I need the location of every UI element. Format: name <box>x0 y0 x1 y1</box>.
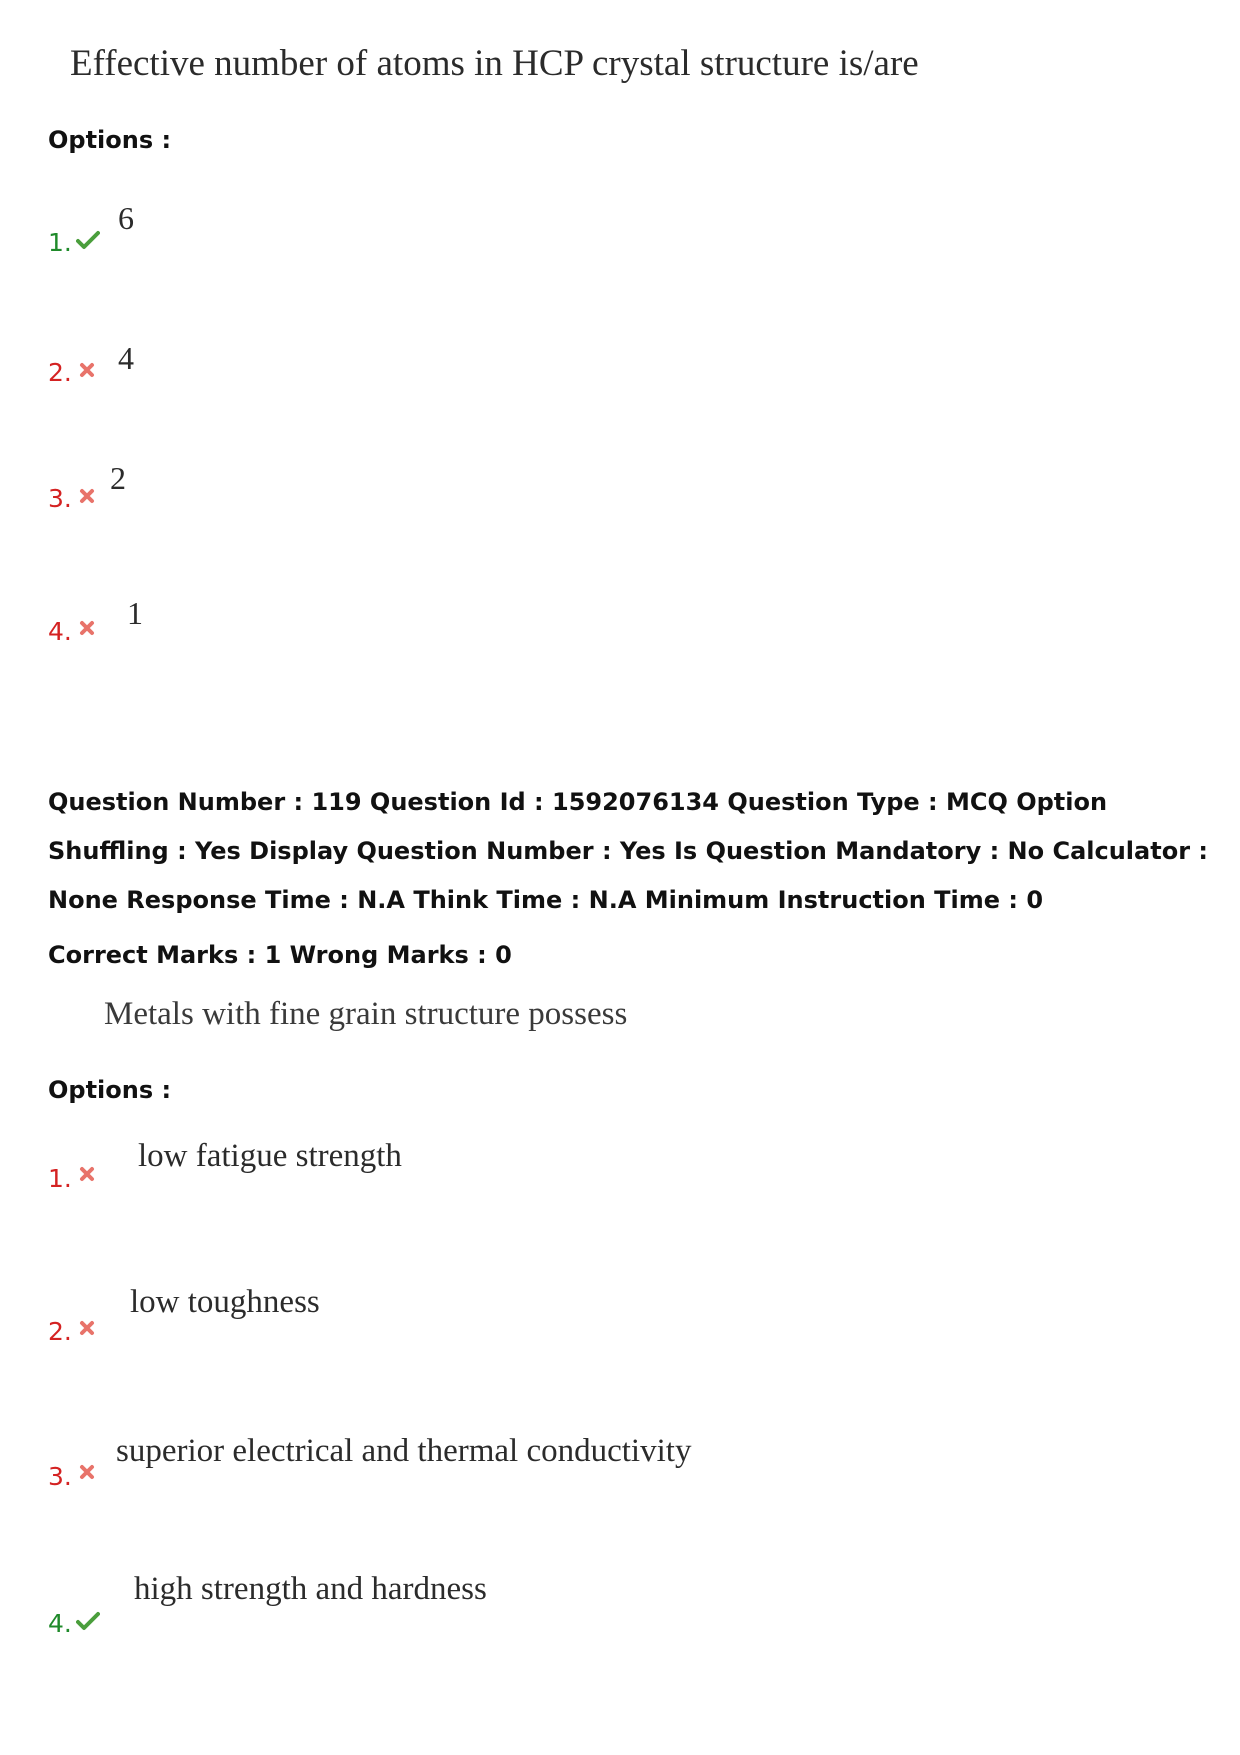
option-value: 1 <box>127 595 143 631</box>
option-number: 4. <box>48 1609 72 1638</box>
option-number: 2. <box>48 358 72 387</box>
options-label: Options : <box>48 1076 172 1104</box>
marks-line: Correct Marks : 1 Wrong Marks : 0 <box>48 941 512 969</box>
option-value: superior electrical and thermal conductivity <box>116 1433 692 1469</box>
option-number: 3. <box>48 1462 72 1491</box>
option-number: 1. <box>48 1164 72 1193</box>
option-number: 3. <box>48 484 72 513</box>
check-icon <box>76 230 100 250</box>
question-text: Metals with fine grain structure possess <box>104 996 628 1032</box>
check-icon <box>76 1611 100 1631</box>
option-number: 1. <box>48 228 72 257</box>
cross-icon <box>79 362 95 378</box>
option-number: 4. <box>48 617 72 646</box>
option-value: low toughness <box>130 1284 320 1320</box>
cross-icon <box>79 1320 95 1336</box>
question-text: Effective number of atoms in HCP crystal structure is/are <box>70 43 919 84</box>
option-value: low fatigue strength <box>138 1138 402 1174</box>
cross-icon <box>79 1464 95 1480</box>
question-meta: Question Number : 119 Question Id : 1592076134 Question Type : MCQ Option Shuffling : Yes Display Question Number : Yes Is Question Mandatory : No Calculator : None Response Time : N.A Think Time : N.A Minimum Instruction Time : 0 <box>48 788 1208 914</box>
option-value: high strength and hardness <box>134 1571 487 1607</box>
option-value: 4 <box>118 340 134 376</box>
option-number: 2. <box>48 1317 72 1346</box>
cross-icon <box>79 488 95 504</box>
cross-icon <box>79 1166 95 1182</box>
option-value: 2 <box>110 460 126 496</box>
cross-icon <box>79 620 95 636</box>
option-value: 6 <box>118 200 134 236</box>
options-label: Options : <box>48 126 172 154</box>
